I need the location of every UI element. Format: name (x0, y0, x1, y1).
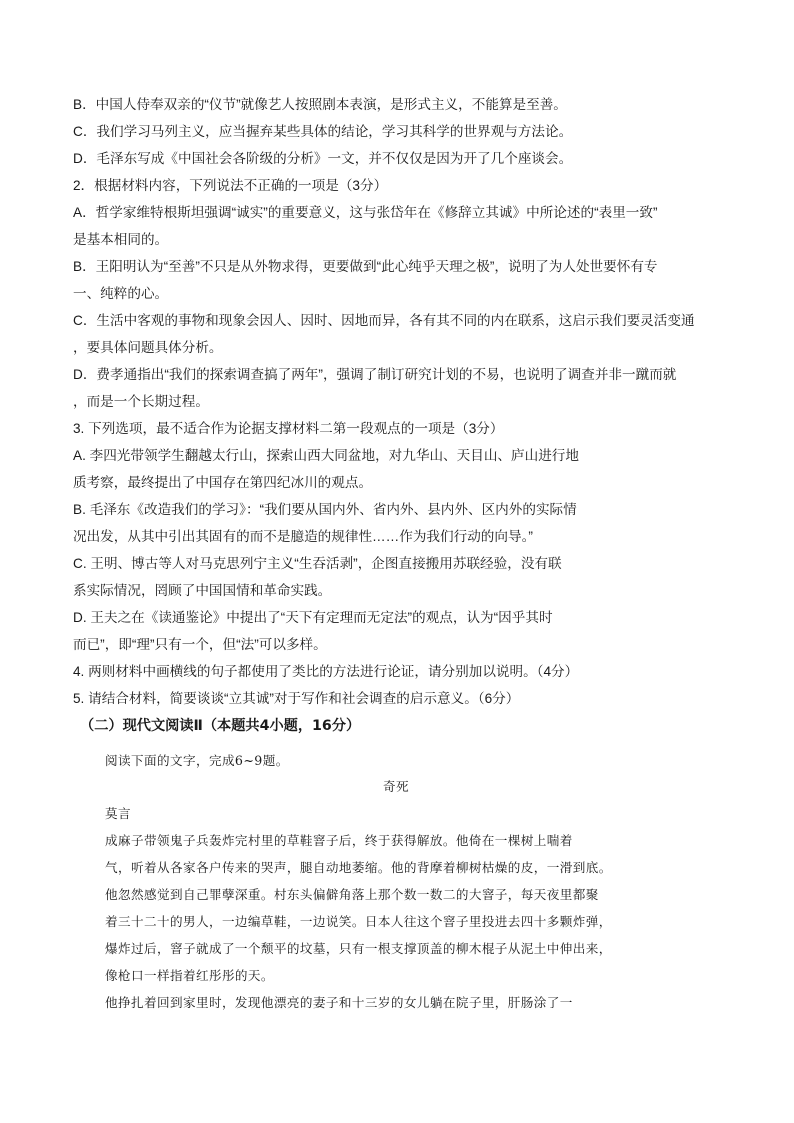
story-title: 奇死 (383, 779, 409, 794)
story-paragraph-line: 气，听着从各家各户传来的哭声，腿自动地萎缩。他的背摩着柳树枯燥的皮，一滑到底。 (105, 860, 612, 875)
reading-instruction: 阅读下面的文字，完成6~9题。 (105, 753, 289, 768)
story-paragraph-line: 成麻子带领鬼子兵轰炸完村里的草鞋窨子后，终于获得解放。他倚在一棵树上喘着 (105, 833, 573, 848)
option-line: 一、纯粹的心。 (73, 286, 169, 301)
question-line: 3. 下列选项，最不适合作为论据支撑材料二第一段观点的一项是（3分） (73, 421, 504, 436)
question-line: 5. 请结合材料，简要谈谈“立其诚”对于写作和社会调查的启示意义。（6分） (73, 691, 520, 706)
story-author: 莫言 (105, 806, 131, 821)
story-paragraph-line: 爆炸过后，窨子就成了一个颓平的坟墓，只有一根支撑顶盖的柳木棍子从泥土中伸出来， (105, 941, 612, 956)
option-line: ，要具体问题具体分析。 (73, 340, 223, 355)
option-line: 况出发，从其中引出其固有的而不是臆造的规律性……作为我们行动的向导。” (73, 529, 533, 544)
question-line: 2．根据材料内容，下列说法不正确的一项是（3分） (73, 178, 388, 193)
option-line: 而已”，即“理”只有一个，但“法”可以多样。 (73, 637, 327, 652)
option-line: D．毛泽东写成《中国社会各阶级的分析》一文，并不仅仅是因为开了几个座谈会。 (73, 151, 573, 166)
section-heading: （二）现代文阅读Ⅱ（本题共4小题，16分） (80, 718, 361, 734)
option-line: D. 王夫之在《读通鉴论》中提出了“天下有定理而无定法”的观点，认为“因乎其时 (73, 610, 553, 625)
option-line: B．王阳明认为“至善”不只是从外物求得，更要做到“此心纯乎天理之极”，说明了为人处世要怀有专 (73, 259, 658, 274)
option-line: ，而是一个长期过程。 (73, 394, 209, 409)
option-line: B．中国人侍奉双亲的“仪节”就像艺人按照剧本表演，是形式主义，不能算是至善。 (73, 97, 567, 112)
option-line: A．哲学家维特根斯坦强调“诚实”的重要意义，这与张岱年在《修辞立其诚》中所论述的“表里一致” (73, 205, 658, 220)
option-line: A. 李四光带领学生翻越太行山，探索山西大同盆地，对九华山、天目山、庐山进行地 (73, 448, 579, 463)
option-line: 系实际情况，罔顾了中国国情和革命实践。 (73, 583, 332, 598)
story-paragraph-line: 着三十二十的男人，一边编草鞋，一边说笑。日本人往这个窨子里投进去四十多颗炸弹， (105, 914, 612, 929)
option-line: D．费孝通指出“我们的探索调查搞了两年”，强调了制订研究计划的不易，也说明了调查并非一蹴而就 (73, 367, 677, 382)
story-paragraph-line: 他挣扎着回到家里时，发现他漂亮的妻子和十三岁的女儿躺在院子里，肝肠涂了一 (105, 995, 573, 1010)
story-paragraph-line: 像枪口一样指着红彤彤的天。 (105, 968, 274, 983)
question-line: 4. 两则材料中画横线的句子都使用了类比的方法进行论证，请分别加以说明。（4分） (73, 664, 579, 679)
option-line: B. 毛泽东《改造我们的学习》：“我们要从国内外、省内外、县内外、区内外的实际情 (73, 502, 577, 517)
option-line: C．我们学习马列主义，应当握弃某些具体的结论，学习其科学的世界观与方法论。 (73, 124, 573, 139)
option-line: 是基本相同的。 (73, 232, 169, 247)
option-line: 质考察，最终提出了中国存在第四纪冰川的观点。 (73, 475, 373, 490)
option-line: C．生活中客观的事物和现象会因人、因时、因地而异，各有其不同的内在联系，这启示我们要灵活变通 (73, 313, 695, 328)
story-paragraph-line: 他忽然感觉到自己罪孽深重。村东头偏僻角落上那个数一数二的大窨子，每天夜里都聚 (105, 887, 599, 902)
option-line: C. 王明、博古等人对马克思列宁主义“生吞活剥”，企图直接搬用苏联经验，没有联 (73, 556, 562, 571)
